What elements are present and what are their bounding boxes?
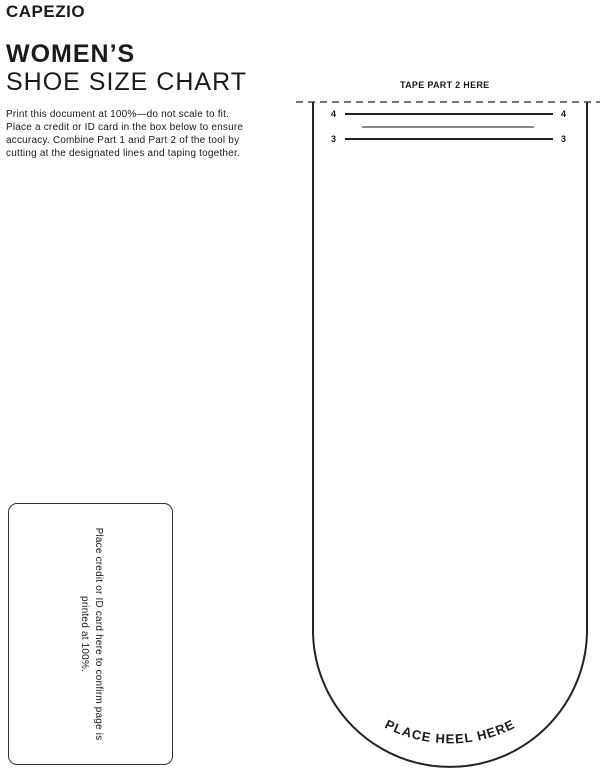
size-3-label-right: 3 — [561, 134, 567, 144]
heel-label: PLACE HEEL HERE — [382, 716, 518, 747]
tape-label: TAPE PART 2 HERE — [400, 80, 490, 90]
card-box-instruction: Place credit or ID card here to confirm page is printed at 100%. — [79, 527, 104, 741]
brand-logo: CAPEZIO — [6, 2, 86, 21]
page-title: WOMEN’S — [6, 40, 136, 68]
page-subtitle: SHOE SIZE CHART — [6, 68, 247, 96]
size-4-label-left: 4 — [331, 109, 337, 119]
size-3-label-left: 3 — [331, 134, 337, 144]
instructions-text: Print this document at 100%—do not scale to fit. Place a credit or ID card in the box below to ensure accuracy. Combine Part 1 and Part 2 of the tool by cutting at the designated lines and taping together. — [6, 109, 244, 159]
size-4-label-right: 4 — [561, 109, 567, 119]
svg-text:PLACE HEEL HERE — [383, 716, 517, 746]
